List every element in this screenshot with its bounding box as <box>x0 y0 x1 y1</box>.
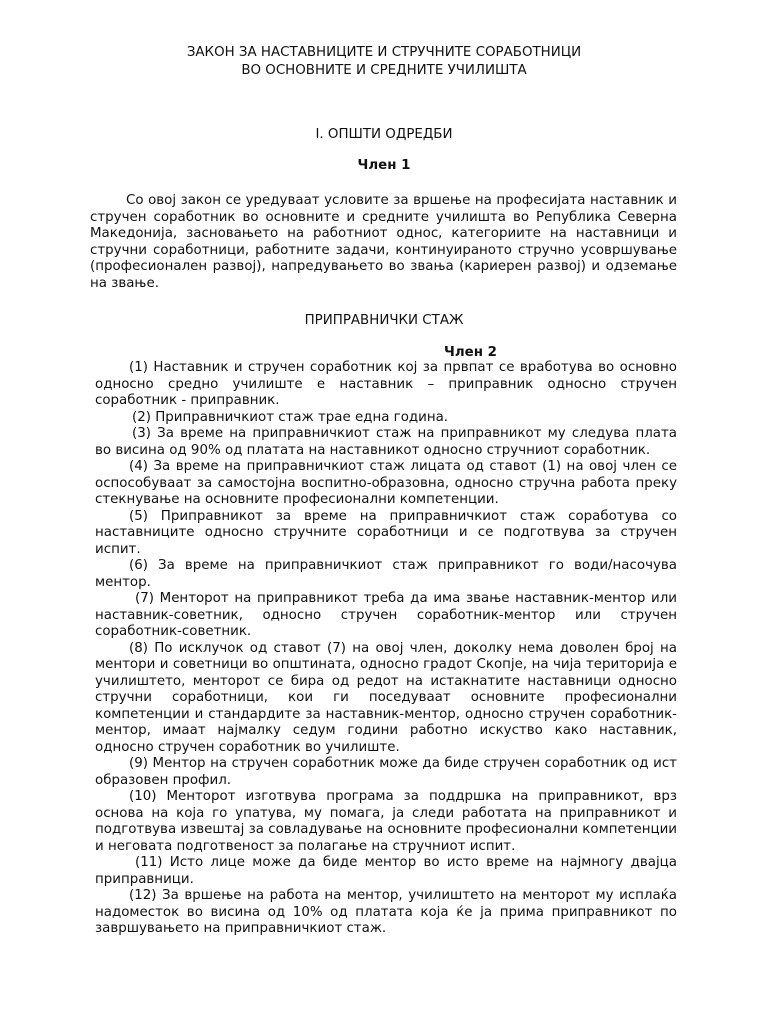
article-1-heading: Член 1 <box>357 158 411 173</box>
paragraph-item: (3) За време на приправничкиот стаж на приправникот му следува плата во висина од 90% од платата на наставникот односно стручниот соработник. <box>95 426 677 458</box>
section-heading: ПРИПРАВНИЧКИ СТАЖ <box>304 313 464 328</box>
paragraph-item: (2) Приправничкиот стаж трае една година. <box>132 409 449 425</box>
paragraph-item: (11) Исто лице може да биде ментор во исто време на најмногу двајца приправници. <box>95 855 677 887</box>
paragraph-item: (6) За време на приправничкиот стаж приправникот го води/насочува ментор. <box>95 558 677 590</box>
paragraph-item: (9) Ментор на стручен соработник може да биде стручен соработник од ист образовен профил. <box>95 756 677 788</box>
paragraph-item: (7) Менторот на приправникот треба да има звање наставник-ментор или наставник-советник, односно стручен соработник-ментор или стручен соработник-советник. <box>95 591 677 639</box>
paragraph-item: (1) Наставник и стручен соработник кој за првпат се вработува во основно односно средно училиште е наставник – приправник односно стручен соработник - приправник. <box>95 360 677 408</box>
paragraph-item: (4) За време на приправничкиот стаж лицата од ставот (1) на овој член се оспособуваат за самостојна воспитно-образовна, односно стручна работа преку стекнување на основните професионални компетенции. <box>95 459 677 507</box>
paragraph-item: (10) Менторот изготвува програма за поддршка на приправникот, врз основа на која го упатува, му помага, ја следи работата на приправникот и подготвува извештај за совладување на основните професионални компетенции и неговата подготвеност за полагање на стручниот испит. <box>95 789 677 854</box>
paragraph-item: (5) Приправникот за време на приправничкиот стаж соработува со наставниците односно стручните соработници и се подготвува за стручен испит. <box>95 508 677 557</box>
article-2-heading: Член 2 <box>444 345 497 360</box>
article-2-paragraphs <box>95 360 677 938</box>
paragraph-item: (12) За вршење на работа на ментор, училиштето на менторот му исплаќа надоместок во висина од 10% од платата која ќе ја прима приправникот по завршувањето на приправничкиот стаж. <box>95 888 677 936</box>
article-1-text: Со овој закон се уредуваат условите за вршење на професијата наставник и стручен соработник во основните и средните училишта во Република Северна Македонија, засновањето на работниот однос, категориите на наставници и стручни соработници, работните задачи, континуираното стручно усовршување (професионален развој), напредувањето во звања (кариерен развој) и одземање на звање. <box>90 193 677 291</box>
paragraph-item: (8) По исклучок од ставот (7) на овој член, доколку нема доволен број на ментори и советници во општината, односно градот Скопје, на чија територија е училиштето, менторот се бира од редот на истакнатите наставници односно стручни соработници, кои ги поседуваат основните професионални компетенции и стандардите за наставник-ментор, односно стручен соработник-ментор, имаат најмалку седум години работно искуство како наставник, односно стручен соработник во училиште. <box>95 640 677 755</box>
law-title-line-1: ЗАКОН ЗА НАСТАВНИЦИТЕ И СТРУЧНИТЕ СОРАБОТНИЦИ <box>186 45 582 60</box>
law-title-line-2: ВО ОСНОВНИТЕ И СРЕДНИТЕ УЧИЛИШТА <box>241 63 527 78</box>
chapter-heading: I. ОПШТИ ОДРЕДБИ <box>315 127 453 142</box>
